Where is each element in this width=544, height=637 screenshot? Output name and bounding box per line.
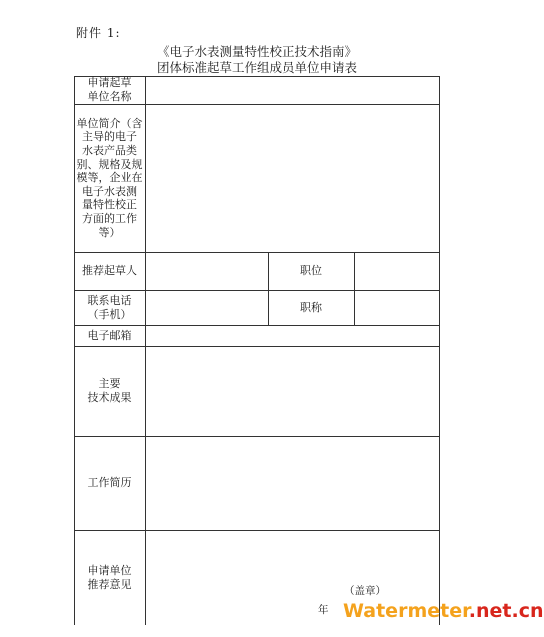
attachment-label: 附件 1: [76,26,121,40]
phone-label-line-1: 联系电话 [87,293,132,307]
unit-intro-field[interactable] [146,105,439,252]
unit-intro-label-line: 主导的电子 [82,130,137,144]
professional-title-label: 职称 [300,300,322,314]
email-field[interactable] [146,326,439,346]
document-title-line-2: 团体标准起草工作组成员单位申请表 [156,60,357,75]
unit-intro-label-line: 方面的工作 [82,211,137,225]
resume-field[interactable] [146,437,439,530]
drafter-field[interactable] [146,253,268,290]
site-watermark [343,600,544,622]
unit-intro-label-line: 水表产品类 [82,144,137,158]
unit-intro-label-line: 单位简介（含 [76,116,143,130]
email-label: 电子邮箱 [87,328,132,342]
unit-intro-label-line: 量特性校正 [82,198,137,212]
phone-label [74,290,145,325]
unit-intro-label-line: 别、规格及规 [76,157,143,171]
opinion-label-line-2: 推荐意见 [87,577,132,591]
achievements-label-line-1: 主要 [98,377,121,390]
unit-intro-label [74,104,145,252]
unit-intro-label-line: 等） [98,225,121,239]
watermark-domain: .net.cn [468,600,544,622]
achievements-label [74,346,145,436]
opinion-label-line-1: 申请单位 [87,563,132,577]
position-label: 职位 [300,264,322,277]
professional-title-field[interactable] [355,291,439,325]
watermark-brand: Watermeter [343,600,469,622]
applicant-unit-label-line-1: 申请起草 [87,76,132,89]
achievements-label-line-2: 技术成果 [87,391,132,404]
resume-label: 工作简历 [87,476,132,489]
document-title-line-1: 《电子水表测量特性校正技术指南》 [156,44,357,59]
year-text: 年 [318,604,329,616]
opinion-label [74,530,145,625]
position-field[interactable] [355,253,439,290]
applicant-unit-label-line-2: 单位名称 [87,90,132,103]
phone-label-line-2: （手机） [87,307,132,321]
unit-intro-label-line: 模等，企业在 [76,171,143,185]
unit-intro-label-line: 电子水表测 [82,184,137,198]
phone-field[interactable] [146,291,268,325]
seal-text: （盖章） [344,585,386,597]
achievements-field[interactable] [146,347,439,436]
drafter-label: 推荐起草人 [82,264,137,277]
applicant-unit-field[interactable] [146,77,439,104]
applicant-unit-label [74,76,145,104]
